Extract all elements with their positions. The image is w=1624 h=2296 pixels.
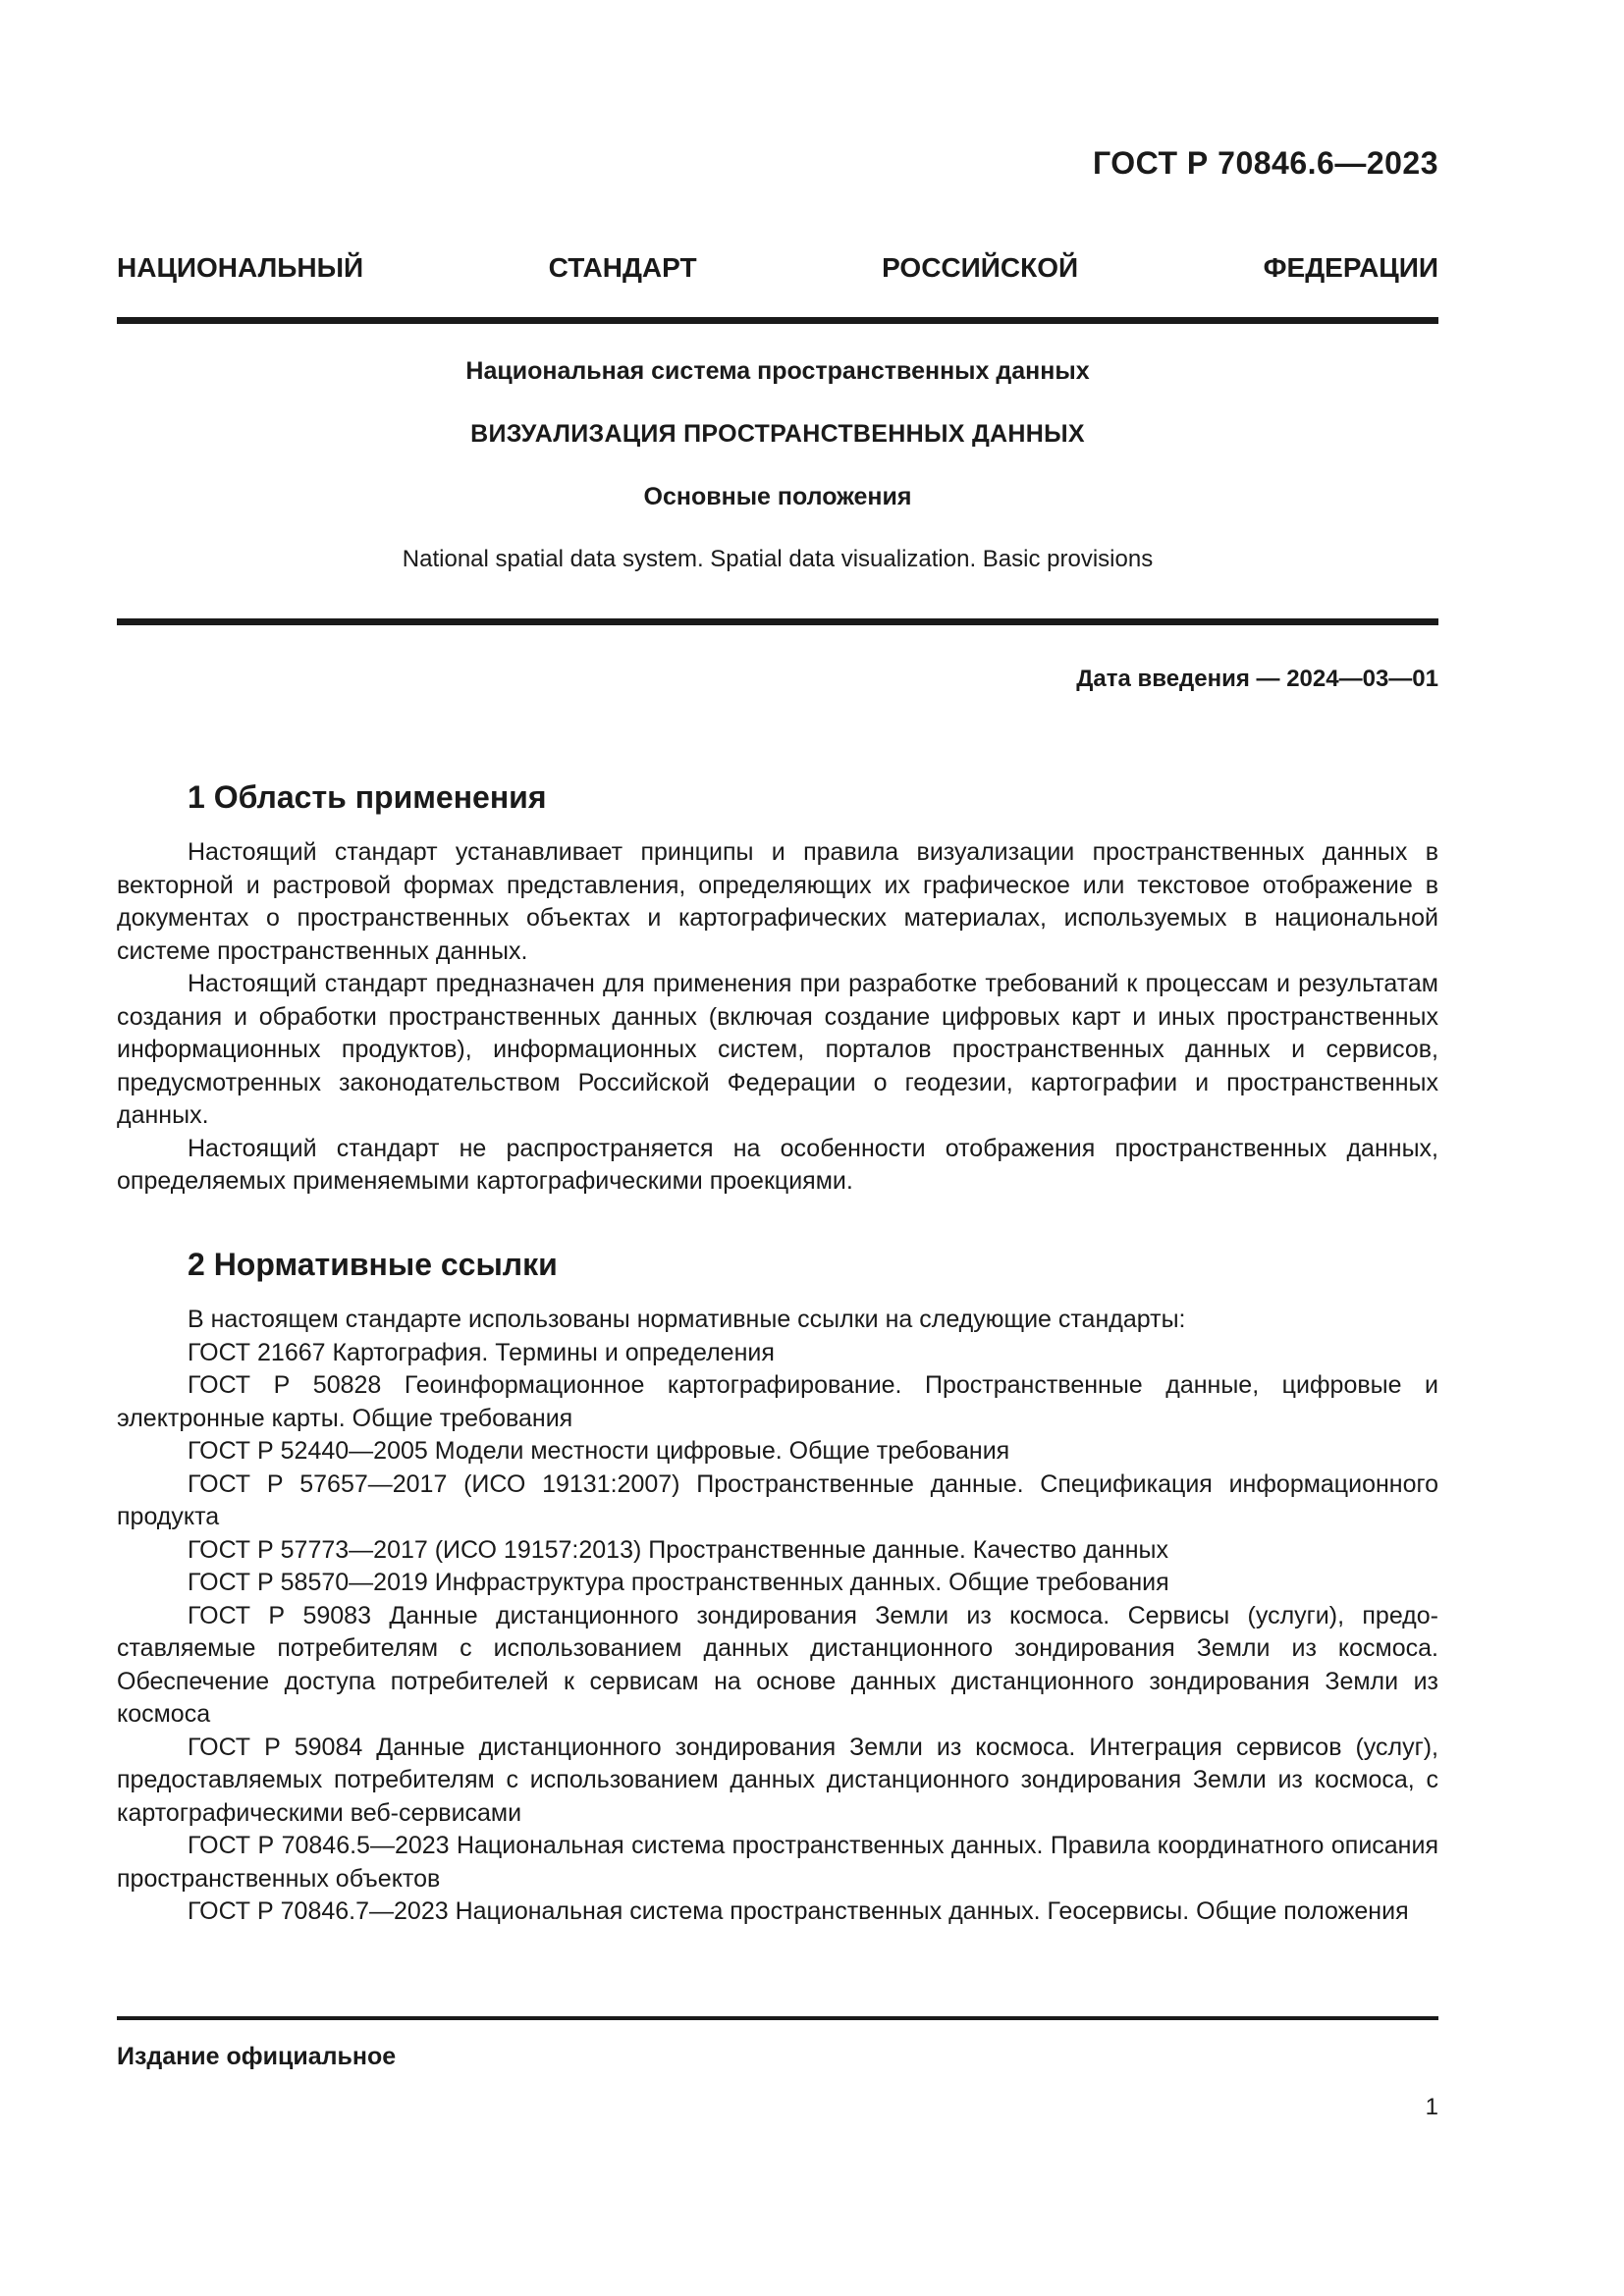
english-title: National spatial data system. Spatial data visualization. Basic provisions [402, 546, 1154, 572]
footer-divider [117, 2016, 1438, 2020]
standard-code: ГОСТ Р 70846.6—2023 [1093, 145, 1438, 181]
paragraph: Настоящий стандарт не распространяется на особенности отображения пространственных данных, определяемых применяемыми картографическими проекциями. [117, 1134, 1438, 1195]
introduction-date: Дата введения — 2024—03—01 [1076, 666, 1438, 692]
document-subtitle: Основные положения [643, 483, 912, 510]
document-page [117, 0, 1438, 2296]
reference-item: ГОСТ Р 70846.7—2023 Национальная система пространственных данных. Геосервисы. Общие положения [188, 1897, 1409, 1925]
page-number: 1 [1425, 2094, 1438, 2120]
reference-item: ГОСТ Р 57773—2017 (ИСО 19157:2013) Пространственные данные. Качество данных [188, 1535, 1168, 1564]
reference-item: ГОСТ Р 57657—2017 (ИСО 19131:2007) Пространственные данные. Спецификация информационного продукта [117, 1469, 1438, 1530]
system-title: Национальная система пространственных данных [465, 357, 1090, 385]
reference-item: ГОСТ Р 59083 Данные дистанционного зондирования Земли из космоса. Сервисы (услуги), предоставляемые потребителям с использованием данных дистанционного зондирования Земли из космоса. Обеспечение доступа потребителей к сервисам на основе данных дистанционного зондирования Земли из космоса [117, 1601, 1438, 1728]
reference-item: ГОСТ Р 59084 Данные дистанционного зондирования Земли из космоса. Интеграция сервисов (услуг), предоставляемых потребителям с использованием данных дистанционного зондирования Земли из космоса, с картографическими веб-сервисами [117, 1733, 1438, 1827]
paragraph: В настоящем стандарте использованы нормативные ссылки на следующие стандарты: [188, 1306, 1186, 1333]
document-title: ВИЗУАЛИЗАЦИЯ ПРОСТРАНСТВЕННЫХ ДАННЫХ [470, 420, 1085, 448]
national-standard-title: НАЦИОНАЛЬНЫЙ СТАНДАРТ РОССИЙСКОЙ ФЕДЕРАЦИИ [117, 252, 1438, 283]
header-divider [117, 317, 1438, 324]
reference-item: ГОСТ Р 70846.5—2023 Национальная система пространственных данных. Правила координатного описания пространственных объектов [117, 1832, 1438, 1893]
section-heading: 1 Область применения [188, 779, 547, 815]
reference-item: ГОСТ 21667 Картография. Термины и определения [188, 1338, 775, 1366]
section-references [117, 1245, 1438, 1929]
reference-item: ГОСТ Р 52440—2005 Модели местности цифровые. Общие требования [188, 1437, 1010, 1465]
paragraph: Настоящий стандарт устанавливает принципы и правила визуализации пространственных данных в векторной и растровой формах представления, определяющих их графическое или текстовое отображение в документах о пространственных объектах и картографических материалах, используемых в национальной системе пространственных данных. [117, 838, 1438, 965]
section-scope [117, 777, 1438, 1199]
title-divider [117, 618, 1438, 625]
reference-item: ГОСТ Р 58570—2019 Инфраструктура пространственных данных. Общие требования [188, 1569, 1169, 1596]
reference-item: ГОСТ Р 50828 Геоинформационное картографирование. Пространственные данные, цифровые и электронные карты. Общие требования [117, 1371, 1438, 1432]
paragraph: Настоящий стандарт предназначен для применения при разработке требований к процессам и результатам создания и обработки пространственных данных (включая создание цифровых карт и иных пространственных информационных продуктов), информационных систем, порталов пространственных данных и сервисов, предусмотренных законодательством Российской Федерации о геодезии, картографии и пространственных данных. [117, 970, 1438, 1129]
section-heading: 2 Нормативные ссылки [188, 1247, 558, 1282]
official-edition-label: Издание официальное [117, 2043, 397, 2070]
